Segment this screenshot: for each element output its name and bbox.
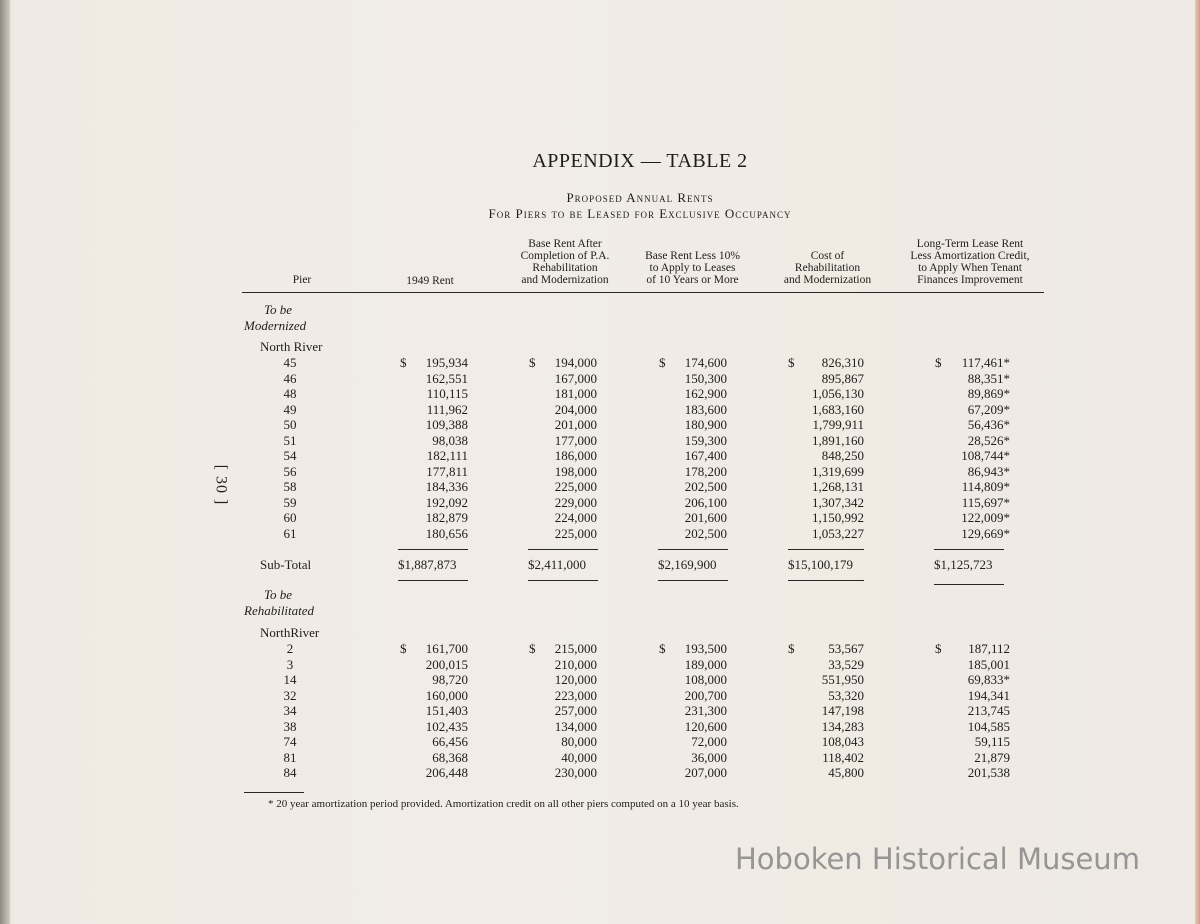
dollar-sign: $ — [400, 355, 407, 370]
subtotal-1949-rent: $1,887,873 — [398, 557, 457, 572]
pier-cell: 81 — [283, 749, 297, 765]
value-cell: 187,112 — [968, 641, 1010, 656]
value-cell: 109,388 — [425, 417, 468, 432]
value-cell: 28,526* — [967, 432, 1010, 448]
pier-cell: 46 — [283, 370, 297, 386]
value-cell: 53,320 — [828, 687, 864, 703]
value-cell: 213,745 — [967, 703, 1010, 718]
value-cell: 45,800 — [828, 765, 864, 780]
value-cell: 111,962 — [426, 401, 468, 417]
group1-heading-line1: To be — [264, 302, 293, 317]
value-cell: 162,551 — [425, 370, 468, 386]
value-cell: 193,500 — [684, 641, 727, 656]
pier-cell: 54 — [283, 448, 297, 463]
group2-heading-line1: To be — [264, 587, 293, 602]
pier-cell: 74 — [283, 734, 297, 749]
value-cell: 1,053,227 — [812, 525, 864, 541]
header-base-rent-less: Base Rent Less 10% to Apply to Leases of 10 Years or More — [645, 250, 740, 286]
value-cell: 66,456 — [432, 734, 468, 749]
value-cell: 134,283 — [821, 718, 864, 734]
value-cell: 108,043 — [821, 734, 864, 749]
group1-base-less-column — [670, 355, 727, 541]
value-cell: 167,400 — [684, 448, 727, 463]
group2-heading-line2: Rehabilitated — [244, 603, 315, 618]
value-cell: 56,436* — [967, 417, 1010, 432]
value-cell: 202,500 — [684, 479, 727, 494]
value-cell: 161,700 — [425, 641, 468, 656]
header-rule — [242, 292, 1044, 293]
value-cell: 225,000 — [554, 525, 597, 541]
value-cell: 204,000 — [554, 401, 597, 417]
subtotal-rule-top — [398, 549, 468, 550]
binding-edge — [0, 0, 10, 924]
pier-cell: 51 — [283, 432, 297, 448]
value-cell: 195,934 — [425, 355, 468, 370]
group2-base-rent-column — [540, 641, 597, 781]
value-cell: 257,000 — [554, 703, 597, 718]
header-1949-rent: 1949 Rent — [406, 275, 454, 287]
dollar-sign: $ — [788, 641, 795, 656]
value-cell: 210,000 — [554, 656, 597, 672]
value-cell: 167,000 — [554, 370, 597, 386]
subtotal-base-rent: $2,411,000 — [528, 557, 587, 572]
subtotal-base-less: $2,169,900 — [658, 557, 717, 572]
value-cell: 551,950 — [821, 672, 864, 687]
subtotal-label: Sub-Total — [260, 557, 312, 572]
subtotal-rule-top — [528, 549, 598, 550]
pier-cell: 84 — [283, 765, 297, 780]
value-cell: 207,000 — [684, 765, 727, 780]
value-cell: 80,000 — [561, 734, 597, 749]
group2-1949-rent-column — [410, 641, 468, 781]
value-cell: 194,000 — [554, 355, 597, 370]
value-cell: 98,720 — [432, 672, 468, 687]
pier-cell: 60 — [283, 510, 297, 525]
value-cell: 129,669* — [961, 525, 1010, 541]
pier-cell: 58 — [283, 479, 297, 494]
group2-river: NorthRiver — [260, 625, 320, 640]
pier-cell: 61 — [283, 525, 297, 541]
subtotal-rule-bottom — [788, 580, 864, 581]
pier-cell: 59 — [283, 494, 297, 510]
value-cell: 186,000 — [554, 448, 597, 463]
value-cell: 72,000 — [691, 734, 727, 749]
value-cell: 1,319,699 — [812, 463, 864, 479]
value-cell: 1,799,911 — [812, 417, 864, 432]
pier-cell: 3 — [286, 656, 294, 672]
group1-pier-column — [262, 355, 318, 541]
value-cell: 151,403 — [425, 703, 468, 718]
value-cell: 89,869* — [967, 386, 1010, 401]
value-cell: 108,744* — [961, 448, 1010, 463]
dollar-sign: $ — [529, 641, 536, 656]
page-right-edge — [1195, 0, 1200, 924]
value-cell: 1,683,160 — [812, 401, 864, 417]
value-cell: 122,009* — [961, 510, 1010, 525]
value-cell: 202,500 — [684, 525, 727, 541]
value-cell: 182,879 — [425, 510, 468, 525]
value-cell: 120,000 — [554, 672, 597, 687]
group2-pier-column — [262, 641, 318, 781]
table-subtitle-line2: For Piers to be Leased for Exclusive Occupancy — [488, 206, 792, 221]
value-cell: 177,000 — [554, 432, 597, 448]
pier-cell: 45 — [283, 355, 297, 370]
value-cell: 53,567 — [828, 641, 864, 656]
value-cell: 180,656 — [425, 525, 468, 541]
value-cell: 225,000 — [554, 479, 597, 494]
value-cell: 201,600 — [684, 510, 727, 525]
group2-cost-column — [796, 641, 864, 781]
value-cell: 183,600 — [684, 401, 727, 417]
group1-river: North River — [260, 339, 323, 354]
pier-cell: 49 — [283, 401, 297, 417]
value-cell: 200,015 — [425, 656, 468, 672]
value-cell: 194,341 — [967, 687, 1010, 703]
value-cell: 69,833* — [967, 672, 1010, 687]
value-cell: 1,307,342 — [812, 494, 864, 510]
subtotal-rule-bottom — [934, 584, 1004, 585]
dollar-sign: $ — [659, 641, 666, 656]
pier-cell: 34 — [283, 703, 297, 718]
value-cell: 895,867 — [821, 370, 864, 386]
pier-cell: 14 — [283, 672, 297, 687]
value-cell: 120,600 — [684, 718, 727, 734]
value-cell: 68,368 — [432, 749, 468, 765]
subtotal-cost: $15,100,179 — [788, 557, 853, 572]
group1-cost-column — [796, 355, 864, 541]
value-cell: 159,300 — [684, 432, 727, 448]
value-cell: 102,435 — [425, 718, 468, 734]
value-cell: 21,879 — [974, 749, 1010, 765]
footnote: * 20 year amortization period provided. Amortization credit on all other piers computed on a 10 year basis. — [268, 798, 739, 810]
value-cell: 118,402 — [822, 749, 864, 765]
value-cell: 1,268,131 — [812, 479, 864, 494]
value-cell: 826,310 — [821, 355, 864, 370]
header-pier: Pier — [292, 274, 312, 286]
dollar-sign: $ — [659, 355, 666, 370]
value-cell: 33,529 — [828, 656, 864, 672]
pier-cell: 56 — [283, 463, 297, 479]
value-cell: 184,336 — [425, 479, 468, 494]
value-cell: 88,351* — [967, 370, 1010, 386]
value-cell: 182,111 — [426, 448, 468, 463]
subtotal-rule-top — [788, 549, 864, 550]
value-cell: 1,891,160 — [812, 432, 864, 448]
header-long-term: Long-Term Lease Rent Less Amortization Credit, to Apply When Tenant Finances Improvement — [910, 238, 1030, 286]
value-cell: 201,000 — [554, 417, 597, 432]
dollar-sign: $ — [529, 355, 536, 370]
group2-long-term-column — [940, 641, 1010, 781]
pier-cell: 38 — [283, 718, 297, 734]
page-number: [ 30 ] — [212, 464, 230, 506]
subtotal-long-term: $1,125,723 — [934, 557, 993, 572]
group2-base-less-column — [670, 641, 727, 781]
value-cell: 115,697* — [961, 494, 1010, 510]
value-cell: 1,150,992 — [812, 510, 864, 525]
value-cell: 181,000 — [554, 386, 597, 401]
value-cell: 206,100 — [684, 494, 727, 510]
pier-cell: 48 — [283, 386, 297, 401]
value-cell: 86,943* — [967, 463, 1010, 479]
value-cell: 177,811 — [426, 463, 468, 479]
value-cell: 206,448 — [425, 765, 468, 780]
value-cell: 134,000 — [554, 718, 597, 734]
value-cell: 1,056,130 — [812, 386, 864, 401]
value-cell: 150,300 — [684, 370, 727, 386]
value-cell: 98,038 — [432, 432, 468, 448]
value-cell: 201,538 — [967, 765, 1010, 780]
value-cell: 160,000 — [425, 687, 468, 703]
value-cell: 162,900 — [684, 386, 727, 401]
value-cell: 178,200 — [684, 463, 727, 479]
value-cell: 114,809* — [961, 479, 1010, 494]
watermark: Hoboken Historical Museum — [735, 842, 1140, 876]
group1-base-rent-column — [540, 355, 597, 541]
header-cost: Cost of Rehabilitation and Modernization — [783, 250, 872, 286]
value-cell: 230,000 — [554, 765, 597, 780]
group1-long-term-column — [940, 355, 1010, 541]
value-cell: 67,209* — [967, 401, 1010, 417]
value-cell: 108,000 — [684, 672, 727, 687]
value-cell: 231,300 — [684, 703, 727, 718]
group1-heading-line2: Modernized — [244, 318, 307, 333]
pier-cell: 50 — [283, 417, 297, 432]
subtotal-rule-bottom — [528, 580, 598, 581]
dollar-sign: $ — [935, 355, 942, 370]
value-cell: 223,000 — [554, 687, 597, 703]
value-cell: 180,900 — [684, 417, 727, 432]
footnote-rule — [244, 792, 304, 793]
subtotal-rule-bottom — [398, 580, 468, 581]
header-base-rent: Base Rent After Completion of P.A. Rehabilitation and Modernization — [520, 238, 610, 286]
value-cell: 224,000 — [554, 510, 597, 525]
value-cell: 200,700 — [684, 687, 727, 703]
subtotal-rule-top — [934, 549, 1004, 550]
value-cell: 192,092 — [425, 494, 468, 510]
value-cell: 147,198 — [821, 703, 864, 718]
table-subtitle-line1: Proposed Annual Rents — [566, 190, 714, 205]
value-cell: 104,585 — [967, 718, 1010, 734]
value-cell: 215,000 — [554, 641, 597, 656]
table-title: APPENDIX — TABLE 2 — [532, 150, 748, 172]
value-cell: 174,600 — [684, 355, 727, 370]
value-cell: 229,000 — [554, 494, 597, 510]
group1-1949-rent-column — [410, 355, 468, 541]
value-cell: 59,115 — [974, 734, 1010, 749]
value-cell: 198,000 — [554, 463, 597, 479]
value-cell: 117,461* — [961, 355, 1010, 370]
subtotal-rule-bottom — [658, 580, 728, 581]
value-cell: 36,000 — [691, 749, 727, 765]
pier-cell: 32 — [283, 687, 297, 703]
dollar-sign: $ — [935, 641, 942, 656]
value-cell: 40,000 — [561, 749, 597, 765]
dollar-sign: $ — [400, 641, 407, 656]
value-cell: 189,000 — [684, 656, 727, 672]
value-cell: 110,115 — [426, 386, 468, 401]
pier-cell: 2 — [286, 641, 294, 656]
value-cell: 848,250 — [821, 448, 864, 463]
dollar-sign: $ — [788, 355, 795, 370]
value-cell: 185,001 — [967, 656, 1010, 672]
subtotal-rule-top — [658, 549, 728, 550]
